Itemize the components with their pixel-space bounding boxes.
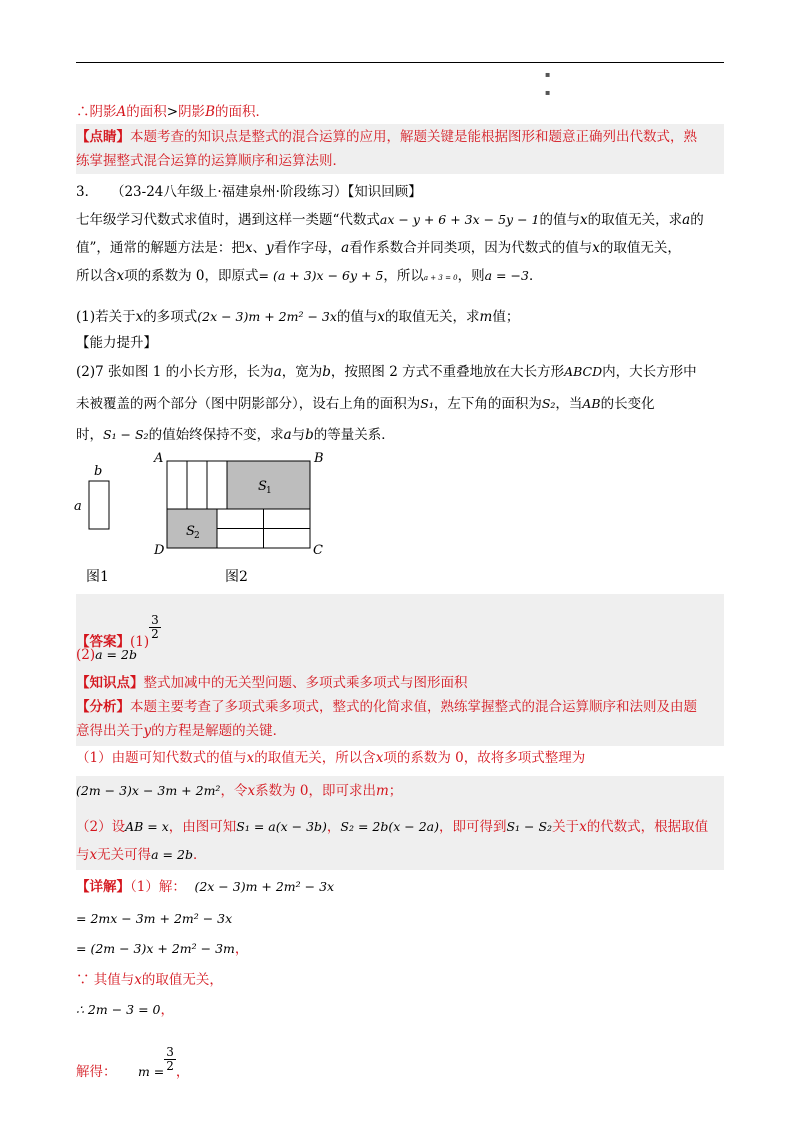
question-paragraph: 七年级学习代数式求值时，遇到这样一类题“代数式ax − y + 6 + 3x − 5y − 1的值与x的取值无关，求a的: [76, 212, 704, 228]
detail-step: ∴ 2m − 3 = 0，: [76, 1002, 174, 1018]
comment-line: 【点睛】本题考查的知识点是整式的混合运算的应用，解题关键是能根据图形和题意正确列出代数式，熟: [76, 129, 697, 145]
figure: [70, 448, 350, 590]
analysis-line: （1）由题可知代数式的值与x的取值无关，所以含x项的系数为 0，故将多项式整理为: [76, 750, 586, 766]
ability-heading: 【能力提升】: [76, 335, 157, 351]
header-rule: [76, 62, 724, 63]
analysis-line: (2m − 3)x − 3m + 2m²，令x系数为 0，即可求出m；: [76, 783, 403, 799]
solution-fraction: $\frac{3}{2}$: [166, 1045, 174, 1073]
label-S1-sub: 1: [266, 486, 272, 496]
s1-shaded: [227, 461, 310, 509]
subquestion-2: (2)7 张如图 1 的小长方形，长为a，宽为b，按照图 2 方式不重叠地放在大长方形ABCD内，大长方形中: [76, 364, 697, 380]
answer-line: 【答案】(1) $\frac{3}{2}$: [76, 613, 159, 650]
question-paragraph: 值”，通常的解题方法是：把x、y看作字母，a看作系数合并同类项，因为代数式的值与x的取值无关，: [76, 240, 681, 256]
answer-line: (2)a = 2b: [76, 647, 137, 663]
detail-step: = 2mx − 3m + 2m² − 3x: [76, 911, 233, 926]
detail-step: 解得： m = $\frac{3}{2}$ ，: [76, 1045, 190, 1080]
label-S2-sub: 2: [194, 531, 200, 541]
analysis-line: 【分析】本题主要考查了多项式乘多项式，整式的化简求值，熟练掌握整式的混合运算顺序和法则及由题: [76, 699, 697, 715]
knowledge-line: 【知识点】整式加减中的无关型问题、多项式乘多项式与图形面积: [76, 675, 468, 691]
fig1-caption: 图1: [86, 569, 109, 585]
conclusion-line: ∴阴影A的面积>阴影B的面积．: [76, 104, 269, 120]
vertex-A: A: [154, 451, 164, 466]
comment-line: 练掌握整式混合运算的运算顺序和运算法则．: [76, 153, 346, 169]
fig1-label-b: b: [94, 464, 103, 479]
fig1-label-a: a: [74, 499, 82, 514]
answer-fraction: $\frac{3}{2}$: [151, 613, 159, 641]
vertex-D: D: [154, 543, 165, 558]
subquestion-1: (1)若关于x的多项式(2x − 3)m + 2m² − 3x的值与x的取值无关，求m值；: [76, 309, 520, 325]
fig1-rectangle: [89, 481, 109, 529]
analysis-line: 与x无关可得a = 2b．: [76, 847, 207, 863]
vertex-B: B: [314, 451, 324, 466]
subquestion-2: 时，S₁ − S₂的值始终保持不变，求a与b的等量关系．: [76, 427, 395, 443]
detail-line: 【详解】（1）解： (2x − 3)m + 2m² − 3x: [76, 879, 335, 895]
vertex-C: C: [313, 543, 323, 558]
question-paragraph: 所以含x项的系数为 0，即原式= (a + 3)x − 6y + 5，所以a + 3 = 0，则a = −3．: [76, 268, 543, 284]
analysis-line: 意得出关于y的方程是解题的关键．: [76, 723, 287, 739]
label-S1: S: [258, 479, 267, 494]
fig2-caption: 图2: [225, 569, 248, 585]
analysis-line: （2）设AB = x，由图可知S₁ = a(x − 3b)，S₂ = 2b(x − 2a)，即可得到S₁ − S₂关于x的代数式，根据取值: [76, 819, 709, 835]
detail-step: ∵ 其值与x的取值无关，: [76, 972, 223, 988]
header-dot: ▪: [545, 70, 551, 79]
label-S2: S: [186, 524, 195, 539]
subquestion-2: 未被覆盖的两个部分（图中阴影部分），设右上角的面积为S₁，左下角的面积为S₂，当AB的长变化: [76, 396, 655, 412]
header-dot: ▪: [545, 88, 551, 97]
question-header: 3． （23-24八年级上·福建泉州·阶段练习）【知识回顾】: [76, 184, 422, 200]
detail-step: = (2m − 3)x + 2m² − 3m，: [76, 941, 249, 957]
